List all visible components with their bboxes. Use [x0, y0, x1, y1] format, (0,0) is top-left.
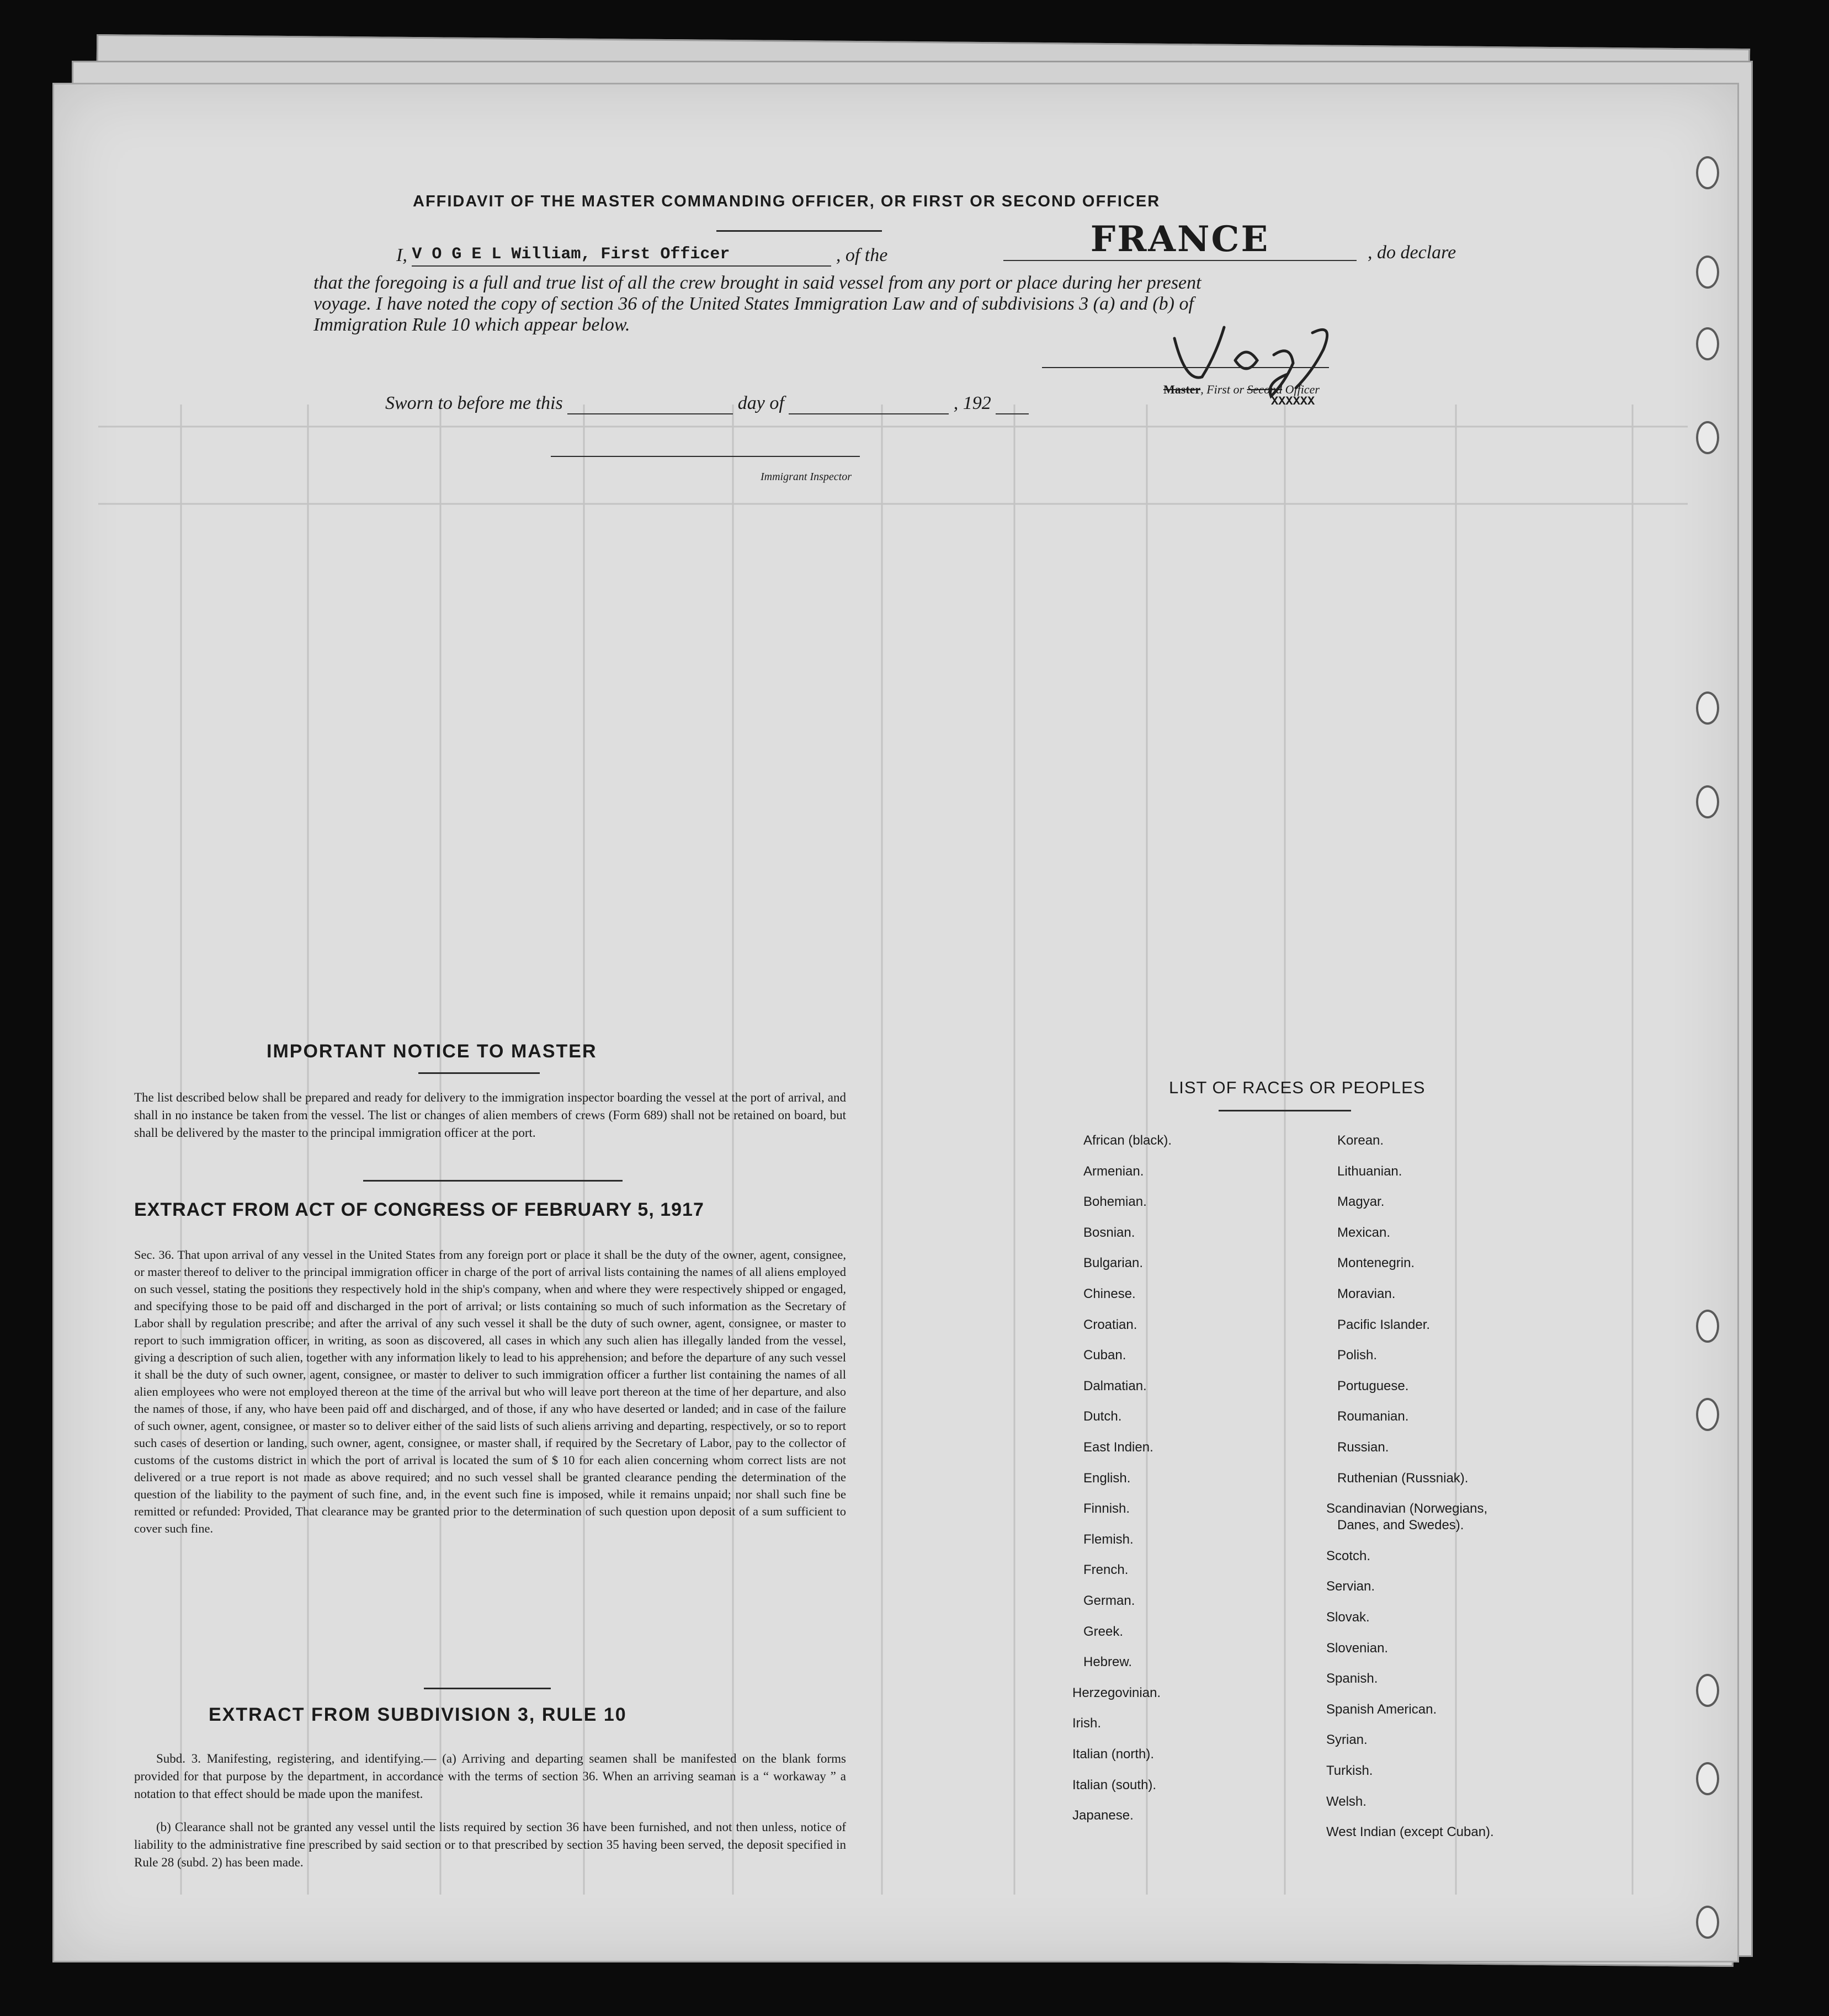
rule10-para-a: Subd. 3. Manifesting, registering, and identifying.— (a) Arriving and departing seamen shall be manifested on the blank forms provided for that purpose by the department, in accordance with the terms of section 36. When an arriving seaman is a “ workaway ” a notation to that effect should be made upon the manifest.	[134, 1752, 846, 1801]
punch-hole	[1696, 1674, 1719, 1707]
signature-caption: Master, First or Second Officer	[1163, 382, 1320, 396]
race-item: Scotch.	[1326, 1548, 1371, 1563]
race-item: Slovenian.	[1326, 1640, 1389, 1656]
caption-officer: Officer	[1285, 382, 1320, 396]
of-the-text: , of the	[836, 245, 888, 265]
year-field	[996, 413, 1029, 414]
divider	[716, 230, 882, 232]
punch-hole	[1696, 256, 1719, 289]
bleed-through-grid	[98, 405, 1688, 1895]
rule10-heading: EXTRACT FROM SUBDIVISION 3, RULE 10	[209, 1704, 627, 1725]
race-item: Syrian.	[1326, 1732, 1368, 1748]
race-item: Armenian.	[1083, 1163, 1144, 1179]
race-item: East Indien.	[1083, 1440, 1153, 1455]
race-item: Cuban.	[1083, 1348, 1126, 1363]
act-text: Sec. 36. That upon arrival of any vessel in the United States from any foreign port or place it shall be the duty of the owner, agent, consignee, or master thereof to deliver to the principal immigration officer in charge of the port of arrival lists containing the names of all aliens employed on such vessel, stating the positions they respectively hold in the ship's company, when and where they were respectively shipped or engaged, and specifying those to be paid off and discharged in the port of arrival; or lists containing so much of such information as the Secretary of Labor shall by regulation prescribe; and after the arrival of any such vessel it shall be the duty of such owner, agent, consignee, or master to report to such immigration officer, in writing, as soon as discovered, all cases in which any such alien has illegally landed from the vessel, giving a description of such alien, together with any information likely to lead to his apprehension; and before the departure of any such vessel it shall be the duty of such owner, agent, consignee, or master to deliver to such immigration officer a further list containing the names of all alien employees who were not employed thereon at the time of the arrival but who will leave port thereon at the time of her departure, and also the names of those, if any, who have been paid off and discharged, and of those, if any who have deserted or landed; and in case of the failure of such owner, agent, consignee, or master so to deliver either of the said lists of such aliens arriving and departing, respectively, or so to report such cases of desertion or landing, such owner, agent, consignee, or master shall, if required by the Secretary of Labor, pay to the collector of customs of the customs district in which the port of arrival is located the sum of $ 10 for each alien concerning whom correct lists are not delivered or a true report is not made as above required; and no such vessel shall be granted clearance pending the determination of the question of the liability to the payment of such fine, and, in the event such fine is imposed, while it remains unpaid; nor shall such fine be remitted or refunded: Provided, That clearance may be granted prior to the determination of such question upon deposit of a sum sufficient to cover such fine.	[134, 1248, 846, 1535]
races-heading: LIST OF RACES OR PEOPLES	[1169, 1078, 1426, 1097]
race-item: Croatian.	[1083, 1317, 1137, 1332]
month-field	[789, 413, 949, 414]
race-item: Bulgarian.	[1083, 1256, 1144, 1271]
punch-hole	[1696, 1906, 1719, 1939]
sworn-line	[385, 392, 1029, 414]
race-item: Polish.	[1337, 1348, 1378, 1363]
race-item: Italian (north).	[1072, 1747, 1155, 1762]
race-item: Bosnian.	[1083, 1225, 1135, 1240]
race-item: Moravian.	[1337, 1286, 1396, 1301]
race-item: Dalmatian.	[1083, 1378, 1147, 1393]
race-item: Hebrew.	[1083, 1655, 1133, 1670]
race-item: West Indian (except Cuban).	[1326, 1824, 1494, 1840]
affidavit-heading: AFFIDAVIT OF THE MASTER COMMANDING OFFICER, OR FIRST OR SECOND OFFICER	[413, 193, 1161, 210]
year-text: , 192	[953, 393, 991, 413]
race-item: French.	[1083, 1562, 1129, 1578]
day-field	[567, 413, 733, 414]
punch-hole	[1696, 1762, 1719, 1795]
affidavit-line-3: voyage. I have noted the copy of section 36 of the United States Immigration Law and of subdivisions 3 (a) and (b) of	[313, 294, 1194, 314]
race-item: African (black).	[1083, 1133, 1172, 1148]
race-item: Italian (south).	[1072, 1777, 1157, 1792]
inspector-signature-line	[551, 456, 860, 457]
caption-first-or: First or	[1206, 382, 1245, 396]
struck-master: Master	[1163, 382, 1201, 396]
race-item: Pacific Islander.	[1337, 1317, 1431, 1332]
race-item: Dutch.	[1083, 1409, 1122, 1424]
race-item: Danes, and Swedes).	[1337, 1518, 1464, 1533]
race-item: Irish.	[1072, 1716, 1102, 1731]
vessel-field	[1003, 219, 1357, 261]
punch-hole	[1696, 691, 1719, 725]
officer-rank: , First Officer	[581, 245, 730, 264]
race-item: Russian.	[1337, 1440, 1389, 1455]
race-item: Servian.	[1326, 1579, 1375, 1594]
rule10-para-b: (b) Clearance shall not be granted any vessel until the lists required by section 36 have been furnished, and not then unless, notice of liability to the administrative fine prescribed by said section or to that prescribed by section 35 having been served, the deposit specified in Rule 28 (subd. 2) has been made.	[134, 1820, 846, 1869]
notice-heading: IMPORTANT NOTICE TO MASTER	[267, 1041, 597, 1062]
race-item: Japanese.	[1072, 1808, 1134, 1823]
punch-hole	[1696, 785, 1719, 818]
race-item: Mexican.	[1337, 1225, 1391, 1240]
act-heading: EXTRACT FROM ACT OF CONGRESS OF FEBRUARY 5, 1917	[134, 1199, 704, 1220]
punch-hole	[1696, 1310, 1719, 1343]
do-declare-text: , do declare	[1368, 242, 1456, 263]
affidavit-line-2: that the foregoing is a full and true list of all the crew brought in said vessel from any port or place during her present	[313, 273, 1201, 293]
signature-line	[1042, 367, 1329, 368]
race-item: Montenegrin.	[1337, 1256, 1415, 1271]
divider	[424, 1688, 551, 1689]
affidavit-line-4: Immigration Rule 10 which appear below.	[313, 315, 630, 335]
race-item: Korean.	[1337, 1133, 1384, 1148]
race-item: Welsh.	[1326, 1794, 1367, 1809]
race-item: English.	[1083, 1470, 1131, 1486]
race-item: Slovak.	[1326, 1610, 1370, 1625]
pronoun: I,	[396, 245, 407, 265]
punch-hole	[1696, 156, 1719, 189]
divider	[363, 1180, 623, 1182]
race-item: Spanish.	[1326, 1671, 1378, 1687]
race-item: Roumanian.	[1337, 1409, 1409, 1424]
struck-second: Second	[1247, 382, 1283, 396]
race-item: Greek.	[1083, 1624, 1124, 1639]
race-item: Flemish.	[1083, 1531, 1134, 1547]
punch-hole	[1696, 1398, 1719, 1431]
race-item: Lithuanian.	[1337, 1163, 1402, 1179]
race-item: Herzegovinian.	[1072, 1685, 1161, 1700]
race-item: German.	[1083, 1593, 1135, 1608]
officer-name: V O G E L William	[412, 245, 581, 264]
divider	[1219, 1110, 1351, 1111]
day-of-text: day of	[737, 393, 784, 413]
punch-hole	[1696, 327, 1719, 360]
race-item: Scandinavian (Norwegians,	[1326, 1501, 1488, 1517]
struck-xs: XXXXXX	[1271, 395, 1315, 408]
race-item: Magyar.	[1337, 1194, 1385, 1210]
divider	[418, 1072, 540, 1074]
notice-text: The list described below shall be prepared and ready for delivery to the immigration inspector boarding the vessel at the port of arrival, and shall in no instance be taken from the vessel. The list or changes of alien members of crews (Form 689) shall not be retained on board, but shall be delivered by the master to the principal immigration officer at the port.	[134, 1091, 846, 1140]
race-item: Spanish American.	[1326, 1701, 1437, 1717]
inspector-caption: Immigrant Inspector	[761, 471, 852, 483]
race-item: Ruthenian (Russniak).	[1337, 1470, 1469, 1486]
sworn-text: Sworn to before me this	[385, 393, 563, 413]
document-page	[52, 83, 1739, 1962]
race-item: Turkish.	[1326, 1763, 1373, 1778]
punch-hole	[1696, 421, 1719, 454]
race-item: Chinese.	[1083, 1286, 1136, 1301]
race-item: Bohemian.	[1083, 1194, 1147, 1210]
race-item: Finnish.	[1083, 1501, 1130, 1517]
officer-field	[412, 242, 831, 267]
vessel-name: FRANCE	[1090, 219, 1270, 260]
race-item: Portuguese.	[1337, 1378, 1409, 1393]
